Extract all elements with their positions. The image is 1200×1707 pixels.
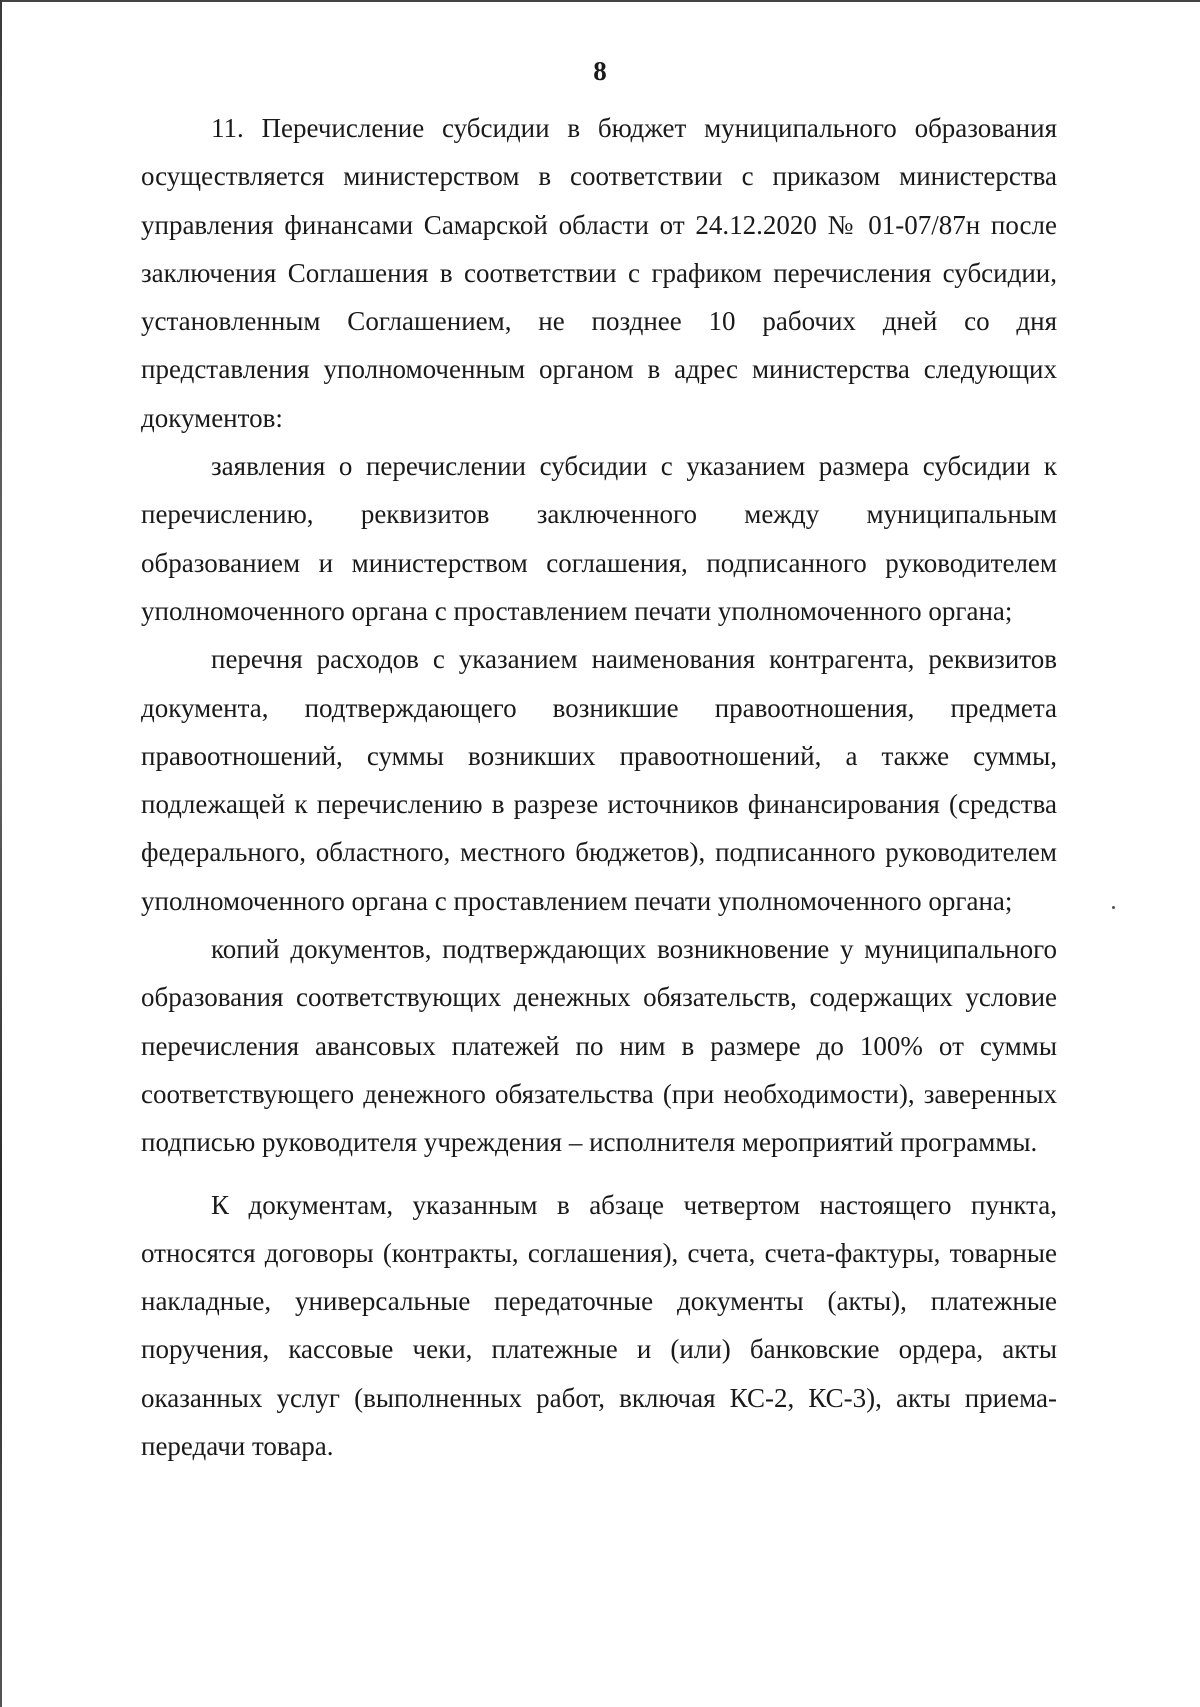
page-number: 8 xyxy=(593,56,607,86)
paragraph-application: заявления о перечислении субсидии с указанием размера субсидии к перечислению, реквизитов заключенного между муниципальным образованием и министерством соглашения, подписанного руководителем уполномоченного органа с проставлением печати уполномоченного органа; xyxy=(141,451,1057,626)
paragraph-subsidy-transfer: 11. Перечисление субсидии в бюджет муниципального образования осуществляется министерством в соответствии с приказом министерства управления финансами Самарской области от 24.12.2020 № 01-07/87н после заключения Соглашения в соответствии с графиком перечисления субсидии, установленным Соглашением, не позднее 10 рабочих дней со дня представления уполномоченным органом в адрес министерства следующих документов: xyxy=(141,113,1057,433)
paragraph-expense-list: перечня расходов с указанием наименования контрагента, реквизитов документа, подтверждающего возникшие правоотношения, предмета правоотношений, суммы возникших правоотношений, а также суммы, подлежащей к перечислению в разрезе источников финансирования (средства федерального, областного, местного бюджетов), подписанного руководителем уполномоченного органа с проставлением печати уполномоченного органа; xyxy=(141,644,1057,916)
scan-border-left xyxy=(0,0,2,1707)
paragraph-document-types: К документам, указанным в абзаце четвертом настоящего пункта, относятся договоры (контракты, соглашения), счета, счета-фактуры, товарные накладные, универсальные передаточные документы (акты), платежные поручения, кассовые чеки, платежные и (или) банковские ордера, акты оказанных услуг (выполненных работ, включая КС-2, КС-3), акты приема-передачи товара. xyxy=(141,1189,1057,1462)
scan-border-top xyxy=(0,0,1200,2)
scan-speck xyxy=(1112,906,1115,909)
paragraph-document-copies: копий документов, подтверждающих возникновение у муниципального образования соответствующих денежных обязательств, содержащих условие перечисления авансовых платежей по ним в размере до 100% от суммы соответствующего денежного обязательства (при необходимости), заверенных подписью руководителя учреждения – исполнителя мероприятий программы. xyxy=(141,934,1057,1158)
document-body xyxy=(141,104,1057,1470)
